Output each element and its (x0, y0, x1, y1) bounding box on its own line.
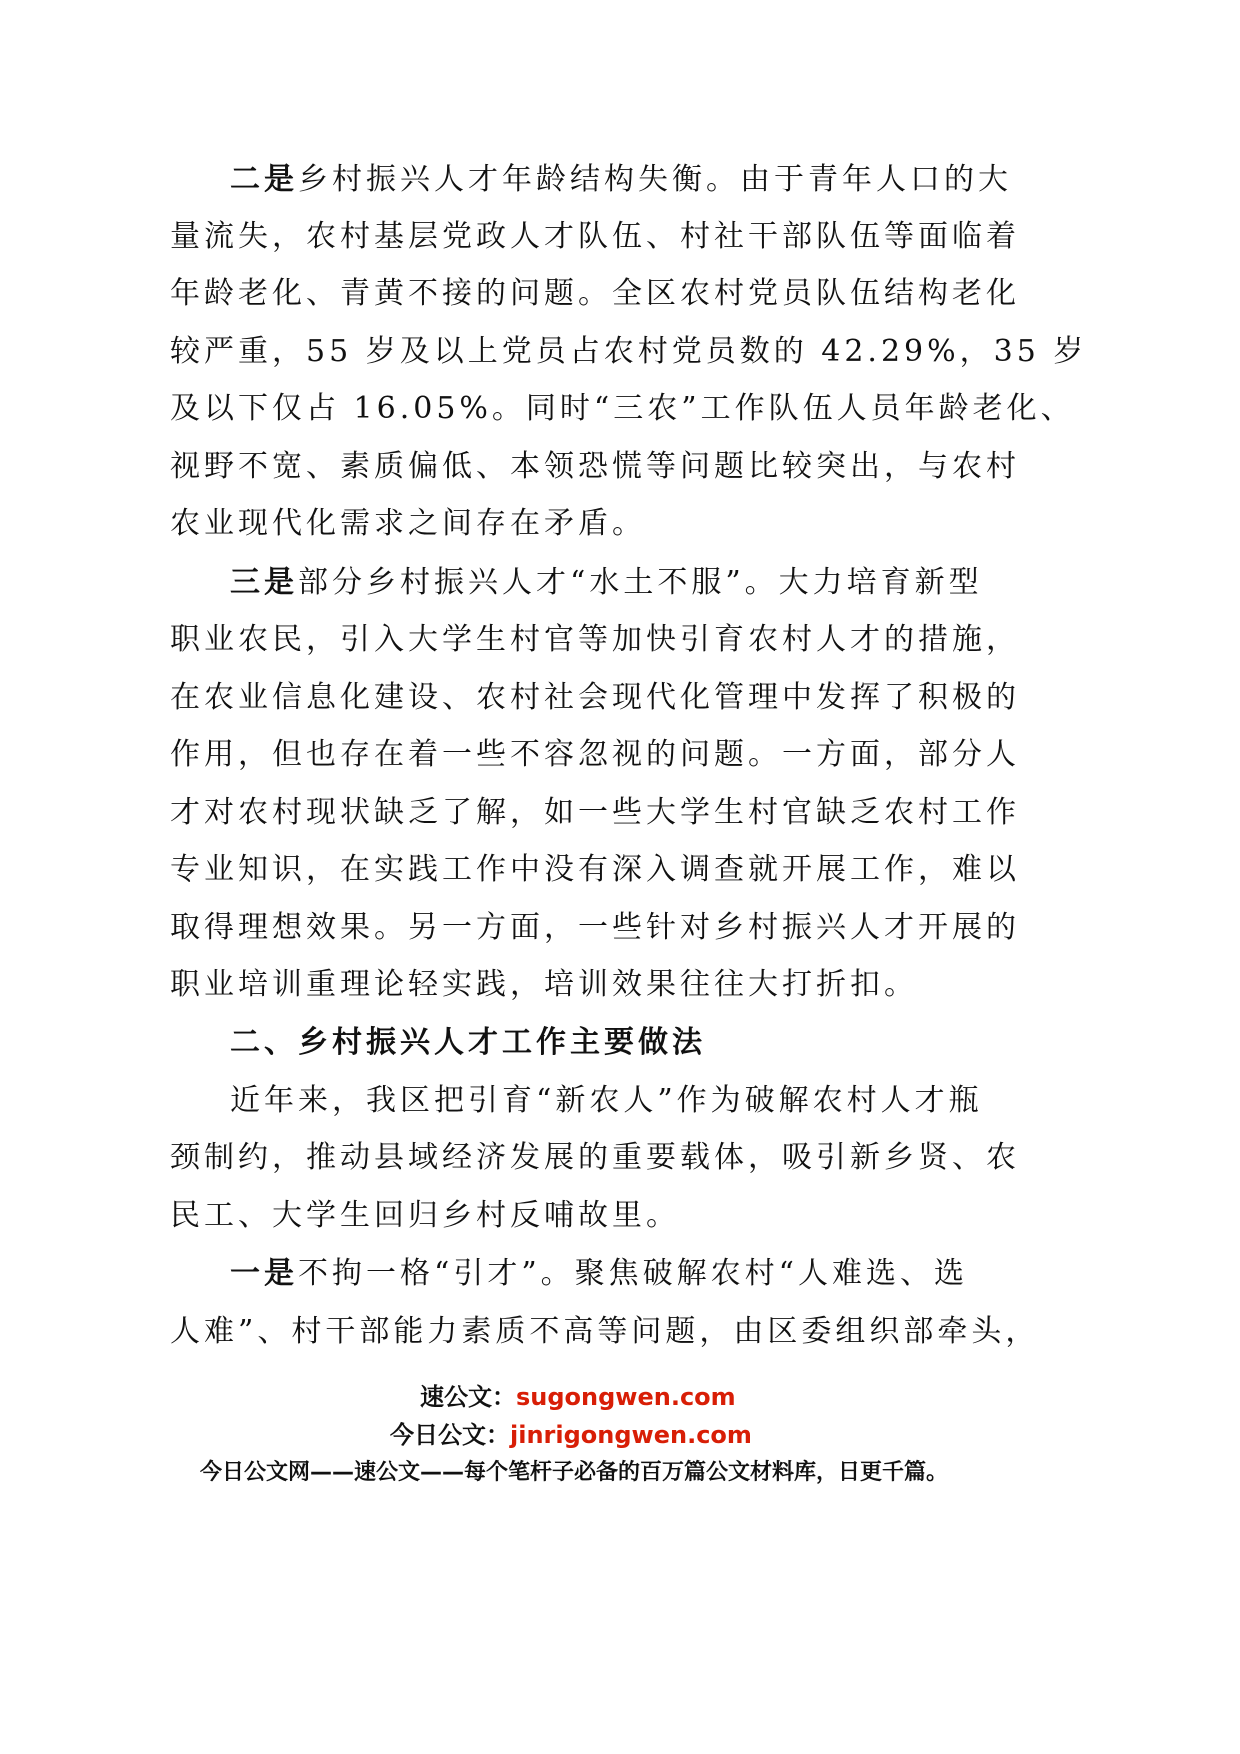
paragraph-line: 职业培训重理论轻实践，培训效果往往大打折扣。 (170, 967, 918, 1002)
footer-label: 速公文： (420, 1383, 516, 1411)
footer-tagline: 今日公文网——速公文——每个笔杆子必备的百万篇公文材料库，日更千篇。 (200, 1460, 949, 1485)
footer-link[interactable]: jinrigongwen.com (510, 1421, 752, 1449)
paragraph-line: 视野不宽、素质偏低、本领恐慌等问题比较突出，与农村 (170, 449, 1020, 484)
paragraph-line: 农业现代化需求之间存在矛盾。 (170, 506, 646, 541)
footer-label: 今日公文： (390, 1421, 510, 1449)
paragraph-lead: 一是 (230, 1256, 298, 1291)
paragraph-text: 不拘一格“引才”。聚焦破解农村“人难选、选 (298, 1256, 969, 1291)
paragraph-line: 近年来，我区把引育“新农人”作为破解农村人才瓶 (230, 1083, 983, 1118)
paragraph-line: 专业知识，在实践工作中没有深入调查就开展工作，难以 (170, 852, 1020, 887)
paragraph-line: 及以下仅占 16.05%。同时“三农”工作队伍人员年龄老化、 (170, 391, 1075, 426)
section-heading: 二、乡村振兴人才工作主要做法 (230, 1025, 706, 1060)
paragraph-line: 年龄老化、青黄不接的问题。全区农村党员队伍结构老化 (170, 276, 1020, 311)
footer-line-2 (390, 1419, 752, 1451)
paragraph-line: 量流失，农村基层党政人才队伍、村社干部队伍等面临着 (170, 219, 1020, 254)
paragraph-line: 作用，但也存在着一些不容忽视的问题。一方面，部分人 (170, 737, 1020, 772)
paragraph-line (230, 1254, 968, 1294)
paragraph-lead: 三是 (230, 565, 298, 600)
paragraph-line (230, 563, 983, 603)
paragraph-line: 才对农村现状缺乏了解，如一些大学生村官缺乏农村工作 (170, 795, 1020, 830)
paragraph-line: 在农业信息化建设、农村社会现代化管理中发挥了积极的 (170, 680, 1020, 715)
footer-link[interactable]: sugongwen.com (516, 1383, 736, 1411)
paragraph-line: 职业农民，引入大学生村官等加快引育农村人才的措施， (170, 622, 1020, 657)
paragraph-text: 乡村振兴人才年龄结构失衡。由于青年人口的大 (298, 162, 1012, 197)
paragraph-line: 取得理想效果。另一方面，一些针对乡村振兴人才开展的 (170, 910, 1020, 945)
paragraph-line: 民工、大学生回归乡村反哺故里。 (170, 1198, 680, 1233)
footer-line-1 (420, 1381, 736, 1413)
paragraph-line (230, 160, 1012, 200)
paragraph-lead: 二是 (230, 162, 298, 197)
paragraph-text: 部分乡村振兴人才“水土不服”。大力培育新型 (298, 565, 983, 600)
paragraph-line: 人难”、村干部能力素质不高等问题，由区委组织部牵头， (170, 1314, 1040, 1349)
paragraph-line: 颈制约，推动县域经济发展的重要载体，吸引新乡贤、农 (170, 1140, 1020, 1175)
paragraph-line: 较严重，55 岁及以上党员占农村党员数的 42.29%，35 岁 (170, 334, 1088, 369)
